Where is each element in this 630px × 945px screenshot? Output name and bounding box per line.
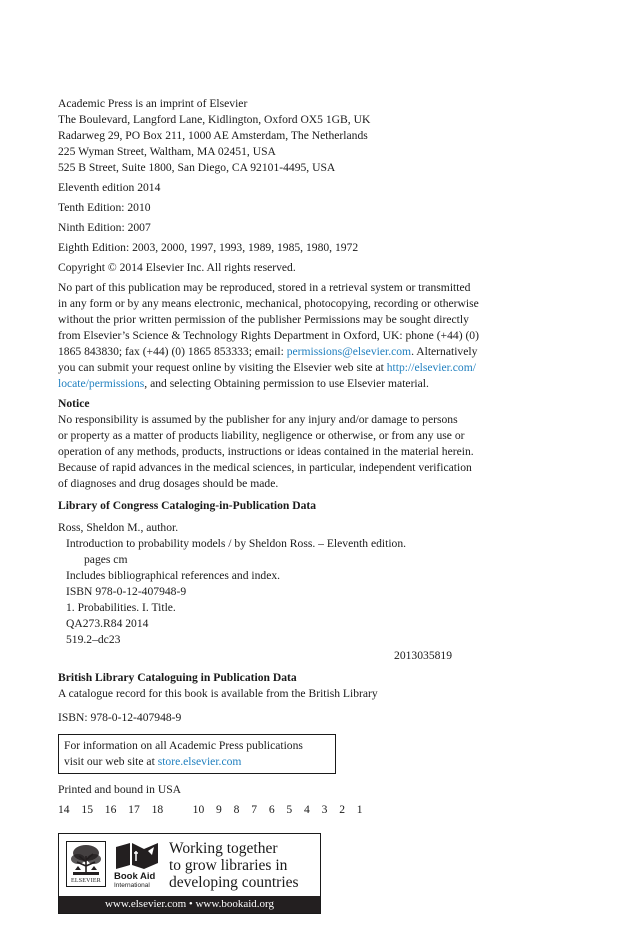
permissions-text: you can submit your request online by visiting the Elsevier web site at bbox=[58, 361, 387, 374]
printing-numbers: 14 15 16 17 18 10 9 8 7 6 5 4 3 2 1 bbox=[58, 803, 363, 816]
permissions-line: from Elsevier’s Science & Technology Rights Department in Oxford, UK: phone (+44) (0) bbox=[58, 329, 479, 342]
cip-subjects: 1. Probabilities. I. Title. bbox=[66, 601, 176, 614]
info-box-line: For information on all Academic Press publications bbox=[64, 739, 303, 752]
permissions-text: . Alternatively bbox=[411, 345, 478, 358]
imprint-block bbox=[58, 96, 548, 176]
permissions-line bbox=[58, 376, 548, 392]
british-library-line: A catalogue record for this book is available from the British Library bbox=[58, 687, 378, 700]
edition-line: Eleventh edition 2014 bbox=[58, 181, 161, 194]
imprint-line: Academic Press is an imprint of Elsevier bbox=[58, 97, 248, 110]
permissions-text: , and selecting Obtaining permission to use Elsevier material. bbox=[144, 377, 429, 390]
loc-heading-text: Library of Congress Cataloging-in-Publication Data bbox=[58, 499, 317, 512]
elsevier-logo bbox=[66, 841, 106, 887]
edition-line: Ninth Edition: 2007 bbox=[58, 221, 151, 234]
british-library-block bbox=[58, 670, 548, 702]
imprint-line: 525 B Street, Suite 1800, San Diego, CA 92101-4495, USA bbox=[58, 161, 336, 174]
notice-line: or property as a matter of products liability, negligence or otherwise, or from any use or bbox=[58, 429, 465, 442]
notice-line: operation of any methods, products, instructions or ideas contained in the material herein. bbox=[58, 445, 474, 458]
imprint-line: The Boulevard, Langford Lane, Kidlington, Oxford OX5 1GB, UK bbox=[58, 113, 371, 126]
cip-author: Ross, Sheldon M., author. bbox=[58, 521, 179, 534]
permissions-line: in any form or by any means electronic, mechanical, photocopying, recording or otherwise bbox=[58, 297, 479, 310]
notice-line: Because of rapid advances in the medical sciences, in particular, independent verification bbox=[58, 461, 472, 474]
cip-title: Introduction to probability models / by Sheldon Ross. – Eleventh edition. bbox=[66, 537, 407, 550]
edition-line: Tenth Edition: 2010 bbox=[58, 201, 151, 214]
slogan-line: developing countries bbox=[169, 874, 299, 891]
permissions-line: without the prior written permission of the publisher Permissions may be sought directly bbox=[58, 313, 469, 326]
book-aid-name: Book Aid bbox=[114, 871, 156, 882]
permissions-text: 1865 843830; fax (+44) (0) 1865 853333; email: bbox=[58, 345, 287, 358]
permissions-line bbox=[58, 344, 548, 360]
slogan-line: Working together bbox=[169, 840, 278, 857]
notice-line: No responsibility is assumed by the publisher for any injury and/or damage to persons bbox=[58, 413, 458, 426]
permissions-paragraph bbox=[58, 280, 548, 392]
loc-heading bbox=[58, 498, 548, 514]
cip-lcc: QA273.R84 2014 bbox=[66, 617, 149, 630]
british-library-heading: British Library Cataloguing in Publication Data bbox=[58, 671, 297, 684]
book-aid-logo bbox=[114, 841, 160, 891]
printed-line: Printed and bound in USA bbox=[58, 783, 182, 796]
slogan-line: to grow libraries in bbox=[169, 857, 288, 874]
notice-block bbox=[58, 396, 548, 492]
info-box-line bbox=[64, 754, 330, 770]
notice-heading: Notice bbox=[58, 397, 90, 410]
permissions-line: No part of this publication may be reproduced, stored in a retrieval system or transmitted bbox=[58, 281, 471, 294]
edition-line: Eighth Edition: 2003, 2000, 1997, 1993, 1989, 1985, 1980, 1972 bbox=[58, 241, 359, 254]
info-box-text: visit our web site at bbox=[64, 755, 158, 768]
cip-isbn: ISBN 978-0-12-407948-9 bbox=[66, 585, 187, 598]
banner-slogan bbox=[169, 840, 299, 891]
copyright-page bbox=[58, 96, 548, 822]
permissions-url-link[interactable]: http://elsevier.com/ bbox=[386, 361, 476, 374]
permissions-url-link[interactable]: locate/permissions bbox=[58, 377, 145, 390]
permissions-email-link[interactable]: permissions@elsevier.com bbox=[286, 345, 412, 358]
cip-pages: pages cm bbox=[84, 553, 128, 566]
imprint-line: 225 Wyman Street, Waltham, MA 02451, USA bbox=[58, 145, 276, 158]
isbn-line: ISBN: 978-0-12-407948-9 bbox=[58, 711, 182, 724]
notice-line: of diagnoses and drug dosages should be made. bbox=[58, 477, 279, 490]
cip-block bbox=[58, 520, 548, 664]
elsevier-tree-icon bbox=[67, 842, 105, 878]
imprint-line: Radarweg 29, PO Box 211, 1000 AE Amsterdam, The Netherlands bbox=[58, 129, 368, 142]
cip-ddc: 519.2–dc23 bbox=[66, 633, 121, 646]
permissions-line bbox=[58, 360, 548, 376]
cip-lccn: 2013035819 bbox=[394, 649, 452, 662]
cip-biblio: Includes bibliographical references and index. bbox=[66, 569, 281, 582]
info-box bbox=[58, 734, 336, 774]
copyright-line: Copyright © 2014 Elsevier Inc. All rights reserved. bbox=[58, 261, 296, 274]
store-link[interactable]: store.elsevier.com bbox=[157, 755, 242, 768]
banner-footer: www.elsevier.com • www.bookaid.org bbox=[59, 896, 320, 913]
elsevier-wordmark: ELSEVIER bbox=[71, 878, 101, 884]
book-aid-international: International bbox=[114, 882, 150, 889]
book-aid-banner bbox=[58, 833, 321, 914]
banner-top bbox=[59, 834, 320, 898]
book-aid-mark-icon bbox=[114, 841, 160, 871]
